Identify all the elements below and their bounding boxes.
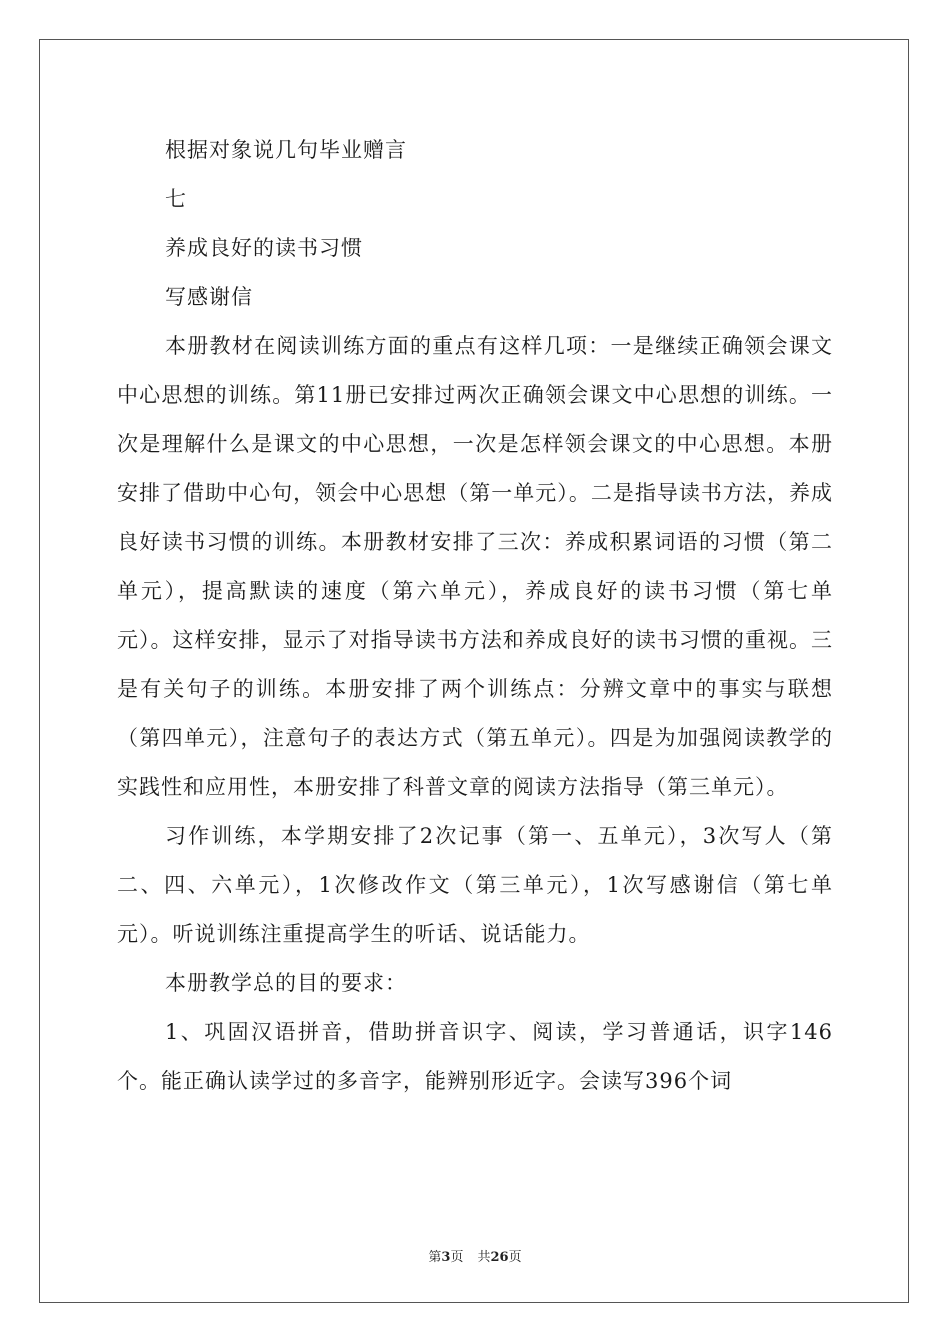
text-line: 根据对象说几句毕业赠言 (165, 138, 407, 162)
document-body (117, 126, 833, 1106)
page-number: 3 (441, 1250, 451, 1265)
section-number: 七 (165, 187, 187, 211)
paragraph-goal-1: 1、巩固汉语拼音，借助拼音识字、阅读，学习普通话，识字146个。能正确认读学过的多音字，能辨别形近字。会读写396个词 (117, 1020, 833, 1093)
page-footer (0, 1246, 950, 1265)
paragraph-writing-training: 习作训练，本学期安排了2次记事（第一、五单元），3次写人（第二、四、六单元），1次修改作文（第三单元），1次写感谢信（第七单元）。听说训练注重提高学生的听话、说话能力。 (117, 824, 833, 946)
page-suffix: 页 (450, 1250, 464, 1265)
total-prefix: 共 (477, 1250, 491, 1265)
paragraph-reading-training: 本册教材在阅读训练方面的重点有这样几项：一是继续正确领会课文中心思想的训练。第11册已安排过两次正确领会课文中心思想的训练。一次是理解什么是课文的中心思想，一次是怎样领会课文的中心思想。本册安排了借助中心句，领会中心思想（第一单元）。二是指导读书方法，养成良好读书习惯的训练。本册教材安排了三次：养成积累词语的习惯（第二单元），提高默读的速度（第六单元），养成良好的读书习惯（第七单元）。这样安排，显示了对指导读书方法和养成良好的读书习惯的重视。三是有关句子的训练。本册安排了两个训练点：分辨文章中的事实与联想（第四单元），注意句子的表达方式（第五单元）。四是为加强阅读教学的实践性和应用性，本册安排了科普文章的阅读方法指导（第三单元）。 (117, 334, 833, 799)
paragraph-goals-heading: 本册教学总的目的要求： (165, 971, 407, 995)
text-line: 写感谢信 (165, 285, 253, 309)
text-line: 养成良好的读书习惯 (165, 236, 363, 260)
total-pages: 26 (490, 1250, 509, 1265)
page-prefix: 第 (428, 1250, 442, 1265)
total-suffix: 页 (508, 1250, 522, 1265)
